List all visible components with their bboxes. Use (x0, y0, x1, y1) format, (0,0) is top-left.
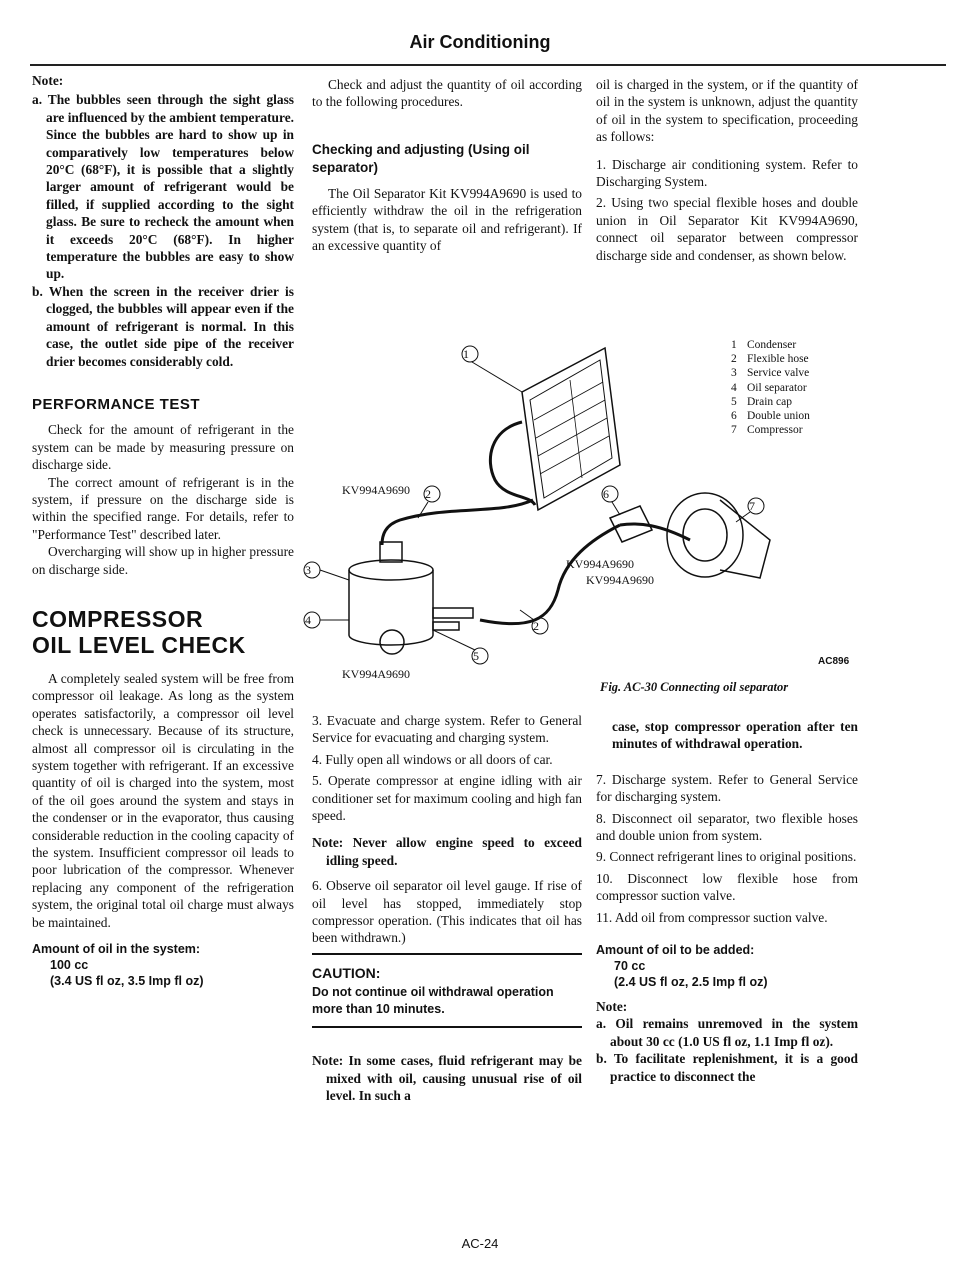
note-a-right: a. Oil remains unremoved in the system about 30 cc (1.0 US fl oz, 1.1 Imp fl oz). (596, 1016, 858, 1049)
caution-text: Do not continue oil withdrawal operation more than 10 minutes. (312, 985, 554, 1017)
figure-caption: Fig. AC-30 Connecting oil separator (600, 680, 789, 694)
perf-paragraph-2: The correct amount of refrigerant is in the system, if pressure on the discharge side is within the specified range. For details, refer to "Performance Test" described later. (32, 474, 294, 542)
figure-code: AC896 (818, 656, 850, 667)
figure-legend (731, 338, 810, 437)
note-b: b. When the screen in the receiver drier is clogged, the bubbles will appear even if the amount of refrigerant is normal. In this case, the outlet side pipe of the receiver drier becomes considerably cold. (32, 283, 294, 369)
oil-amount-units: (3.4 US fl oz, 3.5 Imp fl oz) (50, 974, 204, 989)
step-6: 6. Observe oil separator oil level gauge. If rise of oil level has stopped, immediately stop compressor operation. (This indicates that oil has been withdrawn.) (312, 878, 582, 946)
check-intro: Check and adjust the quantity of oil according to the following procedures. (312, 77, 582, 110)
column-middle-bottom (312, 712, 582, 1105)
legend-item: 2 Flexible hose (731, 353, 809, 366)
callout-4: 4 (305, 613, 311, 627)
perf-paragraph-3: Overcharging will show up in higher pressure on discharge side. (32, 544, 294, 577)
compressor-heading-line1: COMPRESSOR (32, 605, 204, 632)
step-10: 10. Disconnect low flexible hose from compressor suction valve. (596, 870, 858, 904)
note-idle: Note: Never allow engine speed to exceed idling speed. (312, 835, 582, 868)
step-4: 4. Fully open all windows or all doors of car. (312, 751, 553, 767)
header-rule (30, 64, 946, 66)
page-header: Air Conditioning (409, 32, 551, 52)
caution-rule-bottom (312, 1026, 582, 1028)
note-label-right: Note: (596, 999, 628, 1015)
flexible-hoses (382, 422, 690, 624)
withdrawal-continuation: case, stop compressor operation after ten minutes of withdrawal operation. (612, 719, 858, 752)
compressor-heading-line2: OIL LEVEL CHECK (32, 631, 246, 658)
compressor-paragraph: A completely sealed system will be free from compressor oil leakage. As long as the system operates satisfactorily, a compressor oil level check is unnecessary. Because of its structure, almost all compressor oil is circulating in the system together with refrigerant. If an excessive quantity of oil is charged into the system, most of the oil goes around the system and stays in the condenser or in the evaporator, thus causing considerable reduction in the cooling capacity of the system. Insufficient compressor oil leads to poor lubrication of the compressor. Whenever replacing any component of the refrigeration system, the original total oil charge must always be maintained. (32, 670, 294, 930)
legend-item: 4 Oil separator (731, 381, 807, 394)
callout-3: 3 (305, 563, 311, 577)
caution-heading: CAUTION: (312, 964, 381, 981)
step-8: 8. Disconnect oil separator, two flexible hoses and double union from system. (596, 810, 858, 844)
checking-adjusting-heading: Checking and adjusting (Using oil separator) (312, 141, 530, 175)
step-9: 9. Connect refrigerant lines to original positions. (596, 849, 857, 865)
callout-1: 1 (463, 347, 469, 361)
note-fluid: Note: In some cases, fluid refrigerant may be mixed with oil, causing unusual rise of oil level. In such a (312, 1053, 582, 1104)
tool-label-1: KV994A9690 (342, 483, 410, 497)
note-a: a. The bubbles seen through the sight glass are influenced by the ambient temperature. Since the bubbles are hard to show up in comparatively low temperatures below 20°C (68°F), it is possible that a slightly larger amount of refrigerant would be filled, if supplied according to the sight glass. Be sure to recheck the amount when it exceeds 20°C (68°F). In higher temperature the bubbles are easy to show up. (32, 92, 294, 282)
add-amount-block (596, 942, 858, 990)
step-1: 1. Discharge air conditioning system. Refer to Discharging System. (596, 156, 858, 190)
performance-test-heading: PERFORMANCE TEST (32, 395, 201, 413)
oil-amount-label: Amount of oil in the system: (32, 942, 201, 957)
note-label: Note: (32, 73, 64, 88)
legend-item: 7 Compressor (731, 424, 803, 437)
step-11: 11. Add oil from compressor suction valve. (596, 909, 828, 925)
oil-amount-value: 100 cc (50, 958, 89, 973)
tool-label-3: KV994A9690 (586, 573, 654, 587)
column-right-bottom (596, 718, 858, 1085)
compressor-illustration (610, 493, 770, 578)
step-5: 5. Operate compressor at engine idling with air conditioner set for maximum cooling and high fan speed. (312, 773, 582, 824)
condenser-illustration (522, 348, 620, 510)
callout-2a: 2 (425, 487, 431, 501)
perf-paragraph-1: Check for the amount of refrigerant in the system can be made by measuring pressure on discharge side. (32, 422, 294, 473)
note-b-right: b. To facilitate replenishment, it is a good practice to disconnect the (596, 1051, 858, 1084)
add-amount-units: (2.4 US fl oz, 2.5 Imp fl oz) (614, 975, 768, 990)
add-amount-label: Amount of oil to be added: (596, 943, 755, 958)
tool-label-4: KV994A9690 (342, 667, 410, 680)
column-left (32, 72, 294, 989)
callout-2b: 2 (533, 619, 539, 633)
oil-separator-paragraph: The Oil Separator Kit KV994A9690 is used to efficiently withdraw the oil in the refrigeration system (that is, to separate oil and refrigerant). If an excessive quantity of (312, 185, 582, 254)
oil-amount-block (32, 941, 294, 989)
step-7: 7. Discharge system. Refer to General Service for discharging system. (596, 771, 858, 805)
callout-6: 6 (603, 487, 609, 501)
page-number: AC-24 (461, 1236, 499, 1251)
column-right-top (596, 76, 858, 268)
step-2: 2. Using two special flexible hoses and double union in Oil Separator Kit KV994A9690, connect oil separator between compressor discharge side and condenser, as shown below. (596, 195, 858, 263)
compressor-heading (32, 606, 294, 658)
tool-label-2: KV994A9690 (566, 557, 634, 571)
step-3: 3. Evacuate and charge system. Refer to General Service for evacuating and charging system. (312, 713, 582, 746)
oil-charged-paragraph: oil is charged in the system, or if the quantity of oil in the system is unknown, adjust the quantity of oil in the system to specification, proceeding as follows: (596, 77, 858, 145)
legend-item: 6 Double union (731, 410, 810, 423)
oil-separator-diagram (300, 330, 780, 680)
add-amount-value: 70 cc (614, 959, 646, 974)
legend-item: 5 Drain cap (731, 395, 793, 408)
callout-7: 7 (749, 499, 755, 513)
legend-item: 3 Service valve (731, 367, 810, 380)
caution-rule (312, 953, 582, 955)
callout-5: 5 (473, 649, 479, 663)
column-middle-top (312, 76, 582, 264)
legend-item: 1 Condenser (731, 339, 797, 351)
oil-separator-illustration (349, 542, 473, 654)
